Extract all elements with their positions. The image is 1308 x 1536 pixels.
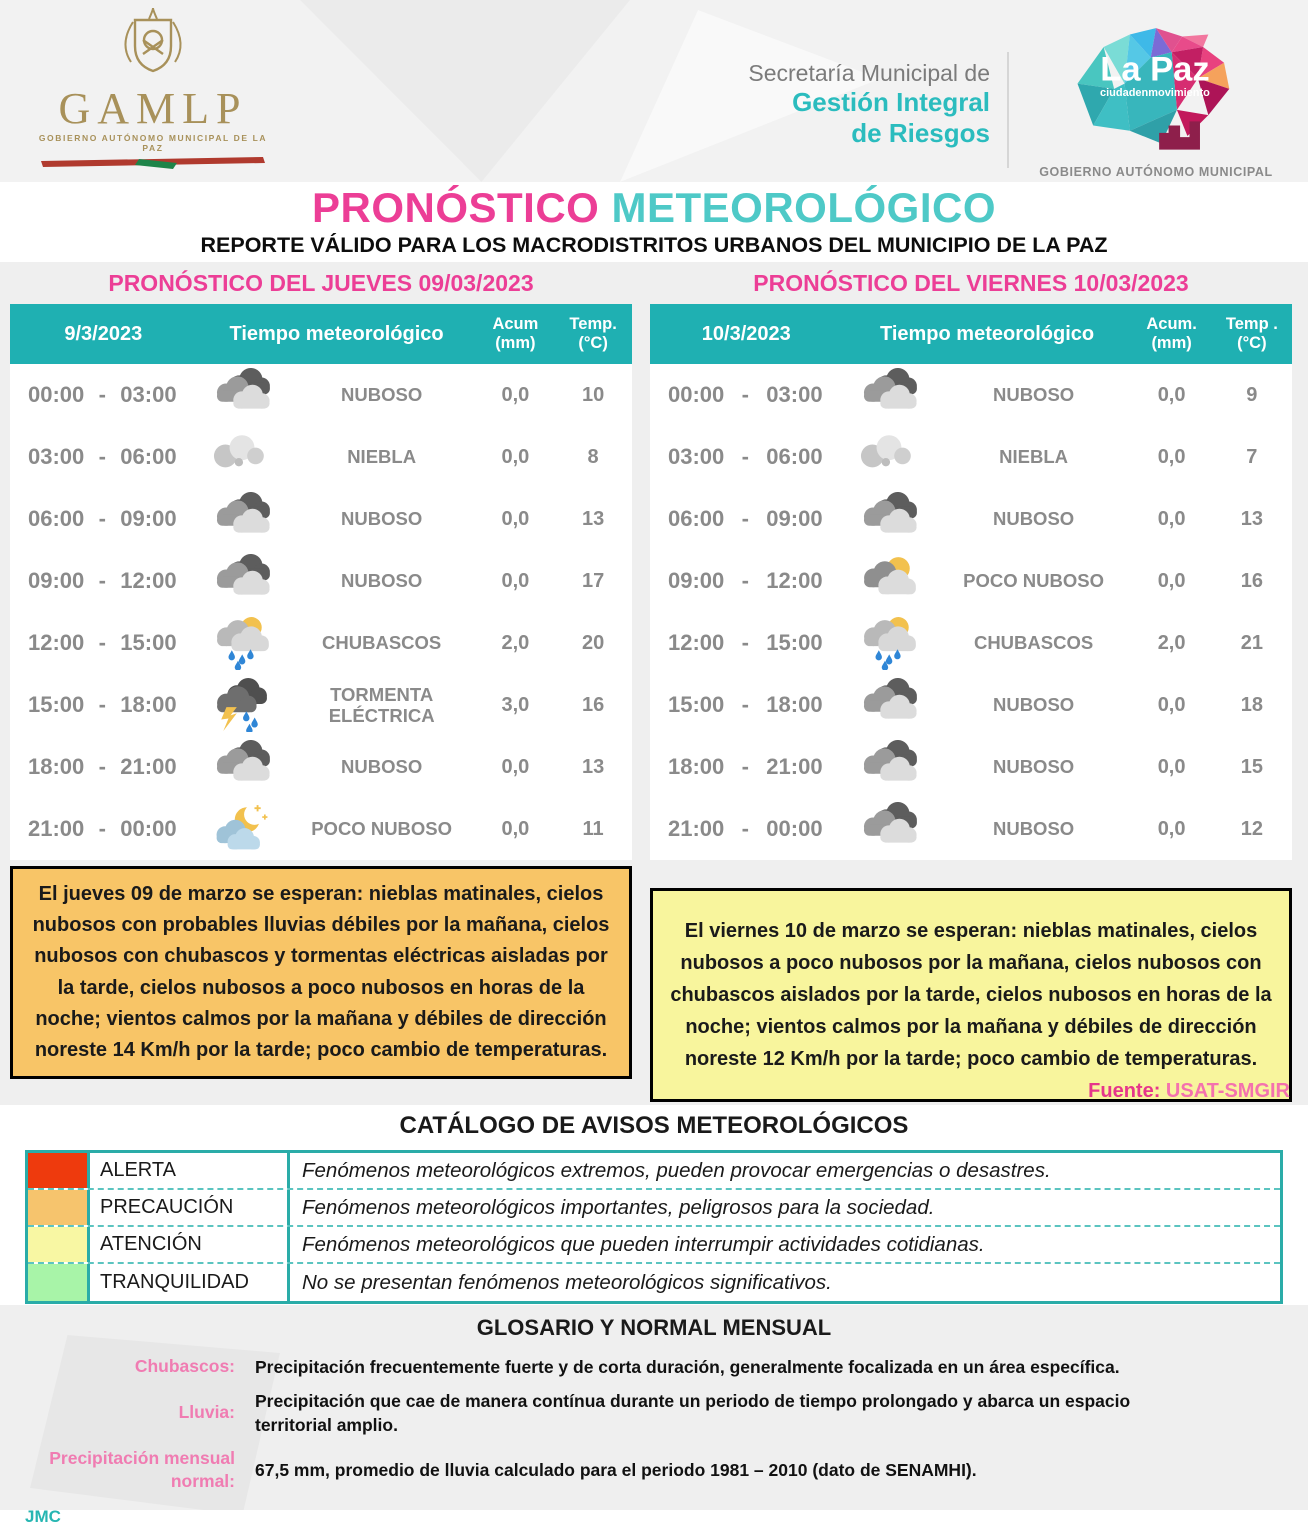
glossary-definition: Precipitación que cae de manera contínua durante un periodo de tiempo prolongado y abarca un espacio territorial amplio. — [255, 1390, 1131, 1435]
condition-label: POCO NUBOSO — [963, 570, 1104, 592]
condition-label: NUBOSO — [341, 756, 423, 778]
temp-value: 17 — [581, 569, 605, 592]
time-range: 09:00 - 12:00 — [28, 568, 177, 593]
gamlp-acronym: GAMLP — [58, 84, 248, 133]
temp-value: 16 — [1240, 569, 1263, 592]
column-date: 9/3/2023 — [64, 322, 143, 345]
alert-color-swatch — [28, 1227, 90, 1262]
alert-color-swatch — [28, 1153, 90, 1188]
temp-value: 11 — [582, 817, 604, 840]
condition-label: POCO NUBOSO — [311, 818, 453, 840]
forecast-row — [10, 550, 632, 612]
acum-value: 0,0 — [501, 383, 530, 406]
author-initials: JMC — [25, 1507, 61, 1526]
time-range: 15:00 - 18:00 — [28, 692, 177, 717]
glossary-term: Precipitación mensual normal: — [49, 1447, 235, 1492]
moon-clouds-icon — [197, 802, 287, 856]
acum-value: 0,0 — [1157, 755, 1186, 778]
gamlp-ribbon-icon — [39, 156, 267, 170]
temp-value: 15 — [1240, 755, 1263, 778]
time-range: 15:00 - 18:00 — [668, 692, 823, 717]
forecast-row — [10, 798, 632, 860]
condition-label: NIEBLA — [999, 446, 1068, 468]
gamlp-coat-of-arms-icon — [93, 6, 213, 82]
acum-value: 0,0 — [1157, 383, 1186, 406]
condition-label: NUBOSO — [992, 384, 1075, 406]
page-title — [0, 184, 1308, 232]
column-weather: Tiempo meteorológico — [879, 322, 1095, 345]
temp-value: 10 — [581, 383, 605, 406]
lapaz-caption: GOBIERNO AUTÓNOMO MUNICIPAL — [1039, 165, 1273, 179]
catalog-row — [28, 1264, 1280, 1301]
secretaria-line1: Secretaría Municipal de — [748, 60, 990, 86]
time-range: 00:00 - 03:00 — [668, 382, 823, 407]
temp-value: 13 — [1240, 507, 1263, 530]
forecast-row — [650, 550, 1292, 612]
alert-color-swatch — [28, 1190, 90, 1225]
temp-value: 13 — [581, 755, 605, 778]
forecast-row — [10, 364, 632, 426]
time-range: 18:00 - 21:00 — [668, 754, 823, 779]
secretaria-line3: de Riesgos — [851, 117, 990, 148]
page-title-part2: METEOROLÓGICO — [611, 184, 997, 231]
forecast-row — [650, 364, 1292, 426]
column-date: 10/3/2023 — [701, 322, 791, 345]
acum-value: 0,0 — [501, 755, 530, 778]
forecast-row — [10, 426, 632, 488]
temp-value: 9 — [1246, 383, 1258, 406]
condition-label: NUBOSO — [341, 570, 423, 592]
temp-value: 7 — [1246, 445, 1258, 468]
acum-value: 0,0 — [501, 507, 530, 530]
alert-level-label: ATENCIÓN — [90, 1227, 290, 1262]
alert-level-label: ALERTA — [90, 1153, 290, 1188]
forecast-rows — [650, 364, 1292, 860]
column-acum: Acum (mm) — [492, 314, 539, 352]
catalog-row — [28, 1153, 1280, 1190]
sun-clouds-icon — [843, 554, 936, 608]
forecast-row — [650, 612, 1292, 674]
forecast-row — [650, 488, 1292, 550]
acum-value: 0,0 — [501, 817, 530, 840]
day-heading: PRONÓSTICO DEL JUEVES 09/03/2023 — [108, 269, 534, 296]
condition-label: TORMENTA ELÉCTRICA — [328, 683, 435, 726]
clouds-icon — [197, 740, 287, 794]
time-range: 00:00 - 03:00 — [28, 382, 177, 407]
alert-description: No se presentan fenómenos meteorológicos significativos. — [302, 1270, 832, 1294]
glossary-entry — [0, 1389, 1308, 1438]
time-range: 12:00 - 15:00 — [668, 630, 823, 655]
background-polygon — [300, 0, 630, 182]
forecast-row — [650, 426, 1292, 488]
acum-value: 3,0 — [501, 693, 530, 716]
glossary-entry — [0, 1355, 1308, 1380]
glossary-section — [0, 1305, 1308, 1510]
sun-rain-icon — [843, 616, 936, 670]
alert-description: Fenómenos meteorológicos que pueden interrumpir actividades cotidianas. — [302, 1232, 985, 1256]
glossary-title: GLOSARIO Y NORMAL MENSUAL — [476, 1315, 832, 1340]
condition-label: NUBOSO — [992, 818, 1075, 840]
forecast-rows — [10, 364, 632, 860]
alert-level-label: TRANQUILIDAD — [90, 1264, 290, 1301]
time-range: 09:00 - 12:00 — [668, 568, 823, 593]
acum-value: 0,0 — [1157, 817, 1186, 840]
condition-label: NIEBLA — [347, 446, 417, 468]
glossary-term: Lluvia: — [178, 1402, 235, 1423]
temp-value: 12 — [1240, 817, 1263, 840]
gamlp-caption: GOBIERNO AUTÓNOMO MUNICIPAL DE LA PAZ — [38, 133, 268, 153]
alert-description: Fenómenos meteorológicos importantes, peligrosos para la sociedad. — [302, 1195, 935, 1219]
clouds-icon — [197, 368, 287, 422]
clouds-icon — [843, 368, 936, 422]
condition-label: CHUBASCOS — [322, 632, 442, 654]
page-header — [0, 0, 1308, 182]
forecast-day-thursday — [10, 262, 632, 1079]
forecast-row — [10, 736, 632, 798]
forecast-row — [10, 488, 632, 550]
svg-text:La Paz: La Paz — [1100, 50, 1210, 89]
forecast-section — [0, 262, 1308, 1105]
forecast-table-header — [10, 304, 632, 364]
source-label: Fuente: — [1088, 1080, 1161, 1102]
sun-rain-icon — [197, 616, 287, 670]
glossary-term: Chubascos: — [134, 1356, 235, 1377]
time-range: 03:00 - 06:00 — [28, 444, 177, 469]
condition-label: NUBOSO — [992, 508, 1075, 530]
clouds-icon — [843, 492, 936, 546]
day-summary-box: El viernes 10 de marzo se esperan: nieblas matinales, cielos nubosos a poco nubosos por la mañana, cielos nubosos con chubascos aislados por la tarde, cielos nubosos en horas de la noche; vientos calmos por la mañana y débiles de dirección noreste 12 Km/h por la tarde; poco cambio de temperaturas. — [650, 888, 1292, 1102]
acum-value: 2,0 — [1157, 631, 1186, 654]
condition-label: NUBOSO — [341, 384, 423, 406]
temp-value: 8 — [587, 445, 599, 468]
time-range: 21:00 - 00:00 — [28, 816, 177, 841]
day-heading: PRONÓSTICO DEL VIERNES 10/03/2023 — [753, 269, 1189, 296]
alert-color-swatch — [28, 1264, 90, 1301]
condition-label: NUBOSO — [992, 694, 1075, 716]
storm-lightning-icon — [197, 678, 287, 732]
time-range: 18:00 - 21:00 — [28, 754, 177, 779]
forecast-row — [10, 674, 632, 736]
temp-value: 20 — [581, 631, 605, 654]
alert-catalog-table — [25, 1150, 1283, 1304]
acum-value: 0,0 — [1157, 693, 1186, 716]
day-summary-box: El jueves 09 de marzo se esperan: nieblas matinales, cielos nubosos con probables lluvias débiles por la mañana, cielos nubosos con chubascos y tormentas eléctricas aisladas por la tarde, cielos nubosos a poco nubosos en horas de la noche; vientos calmos por la mañana y débiles de dirección noreste 14 Km/h por la tarde; poco cambio de temperaturas. — [10, 866, 632, 1079]
catalog-row — [28, 1190, 1280, 1227]
condition-label: NUBOSO — [341, 508, 423, 530]
temp-value: 18 — [1240, 693, 1263, 716]
alert-level-label: PRECAUCIÓN — [90, 1190, 290, 1225]
page-subtitle: REPORTE VÁLIDO PARA LOS MACRODISTRITOS URBANOS DEL MUNICIPIO DE LA PAZ — [200, 233, 1108, 257]
condition-label: CHUBASCOS — [973, 632, 1094, 654]
secretaria-lockup — [690, 60, 990, 148]
fog-icon — [843, 430, 936, 484]
time-range: 21:00 - 00:00 — [668, 816, 823, 841]
acum-value: 0,0 — [1157, 569, 1186, 592]
glossary-entries — [0, 1355, 1308, 1494]
source-line — [1088, 1080, 1290, 1103]
column-acum: Acum. (mm) — [1146, 314, 1197, 352]
clouds-icon — [197, 492, 287, 546]
column-temp: Temp . (°C) — [1225, 314, 1278, 352]
forecast-row — [10, 612, 632, 674]
temp-value: 13 — [581, 507, 605, 530]
lapaz-logo — [1028, 26, 1284, 179]
temp-value: 16 — [581, 693, 605, 716]
gamlp-logo — [28, 6, 278, 175]
acum-value: 0,0 — [501, 569, 530, 592]
glossary-definition: 67,5 mm, promedio de lluvia calculado para el periodo 1981 – 2010 (dato de SENAMHI). — [255, 1459, 977, 1480]
source-value: USAT-SMGIR — [1165, 1080, 1290, 1102]
forecast-row — [650, 674, 1292, 736]
forecast-row — [650, 736, 1292, 798]
header-divider — [1007, 52, 1009, 168]
temp-value: 21 — [1240, 631, 1263, 654]
time-range: 03:00 - 06:00 — [668, 444, 823, 469]
column-temp: Temp. (°C) — [569, 314, 617, 352]
page-title-part1: PRONÓSTICO — [311, 184, 600, 231]
acum-value: 2,0 — [501, 631, 530, 654]
glossary-entry — [0, 1447, 1308, 1494]
clouds-icon — [843, 802, 936, 856]
clouds-icon — [197, 554, 287, 608]
glossary-definition: Precipitación frecuentemente fuerte y de corta duración, generalmente focalizada en un área específica. — [255, 1357, 1120, 1377]
clouds-icon — [843, 678, 936, 732]
acum-value: 0,0 — [1157, 445, 1186, 468]
lapaz-polygon-icon — [1067, 26, 1245, 156]
column-weather: Tiempo meteorológico — [229, 322, 444, 345]
time-range: 06:00 - 09:00 — [668, 506, 823, 531]
acum-value: 0,0 — [1157, 507, 1186, 530]
acum-value: 0,0 — [501, 445, 530, 468]
catalog-title: CATÁLOGO DE AVISOS METEOROLÓGICOS — [399, 1112, 909, 1139]
time-range: 06:00 - 09:00 — [28, 506, 177, 531]
secretaria-line2: Gestión Integral — [792, 87, 990, 118]
svg-text:ciudadenmovimiento: ciudadenmovimiento — [1100, 87, 1210, 100]
forecast-table — [650, 304, 1292, 860]
condition-label: NUBOSO — [992, 756, 1075, 778]
forecast-table — [10, 304, 632, 860]
fog-icon — [197, 430, 287, 484]
clouds-icon — [843, 740, 936, 794]
forecast-table-header — [650, 304, 1292, 364]
catalog-row — [28, 1227, 1280, 1264]
alert-description: Fenómenos meteorológicos extremos, pueden provocar emergencias o desastres. — [302, 1158, 1051, 1182]
forecast-day-friday — [650, 262, 1292, 1102]
forecast-row — [650, 798, 1292, 860]
time-range: 12:00 - 15:00 — [28, 630, 177, 655]
